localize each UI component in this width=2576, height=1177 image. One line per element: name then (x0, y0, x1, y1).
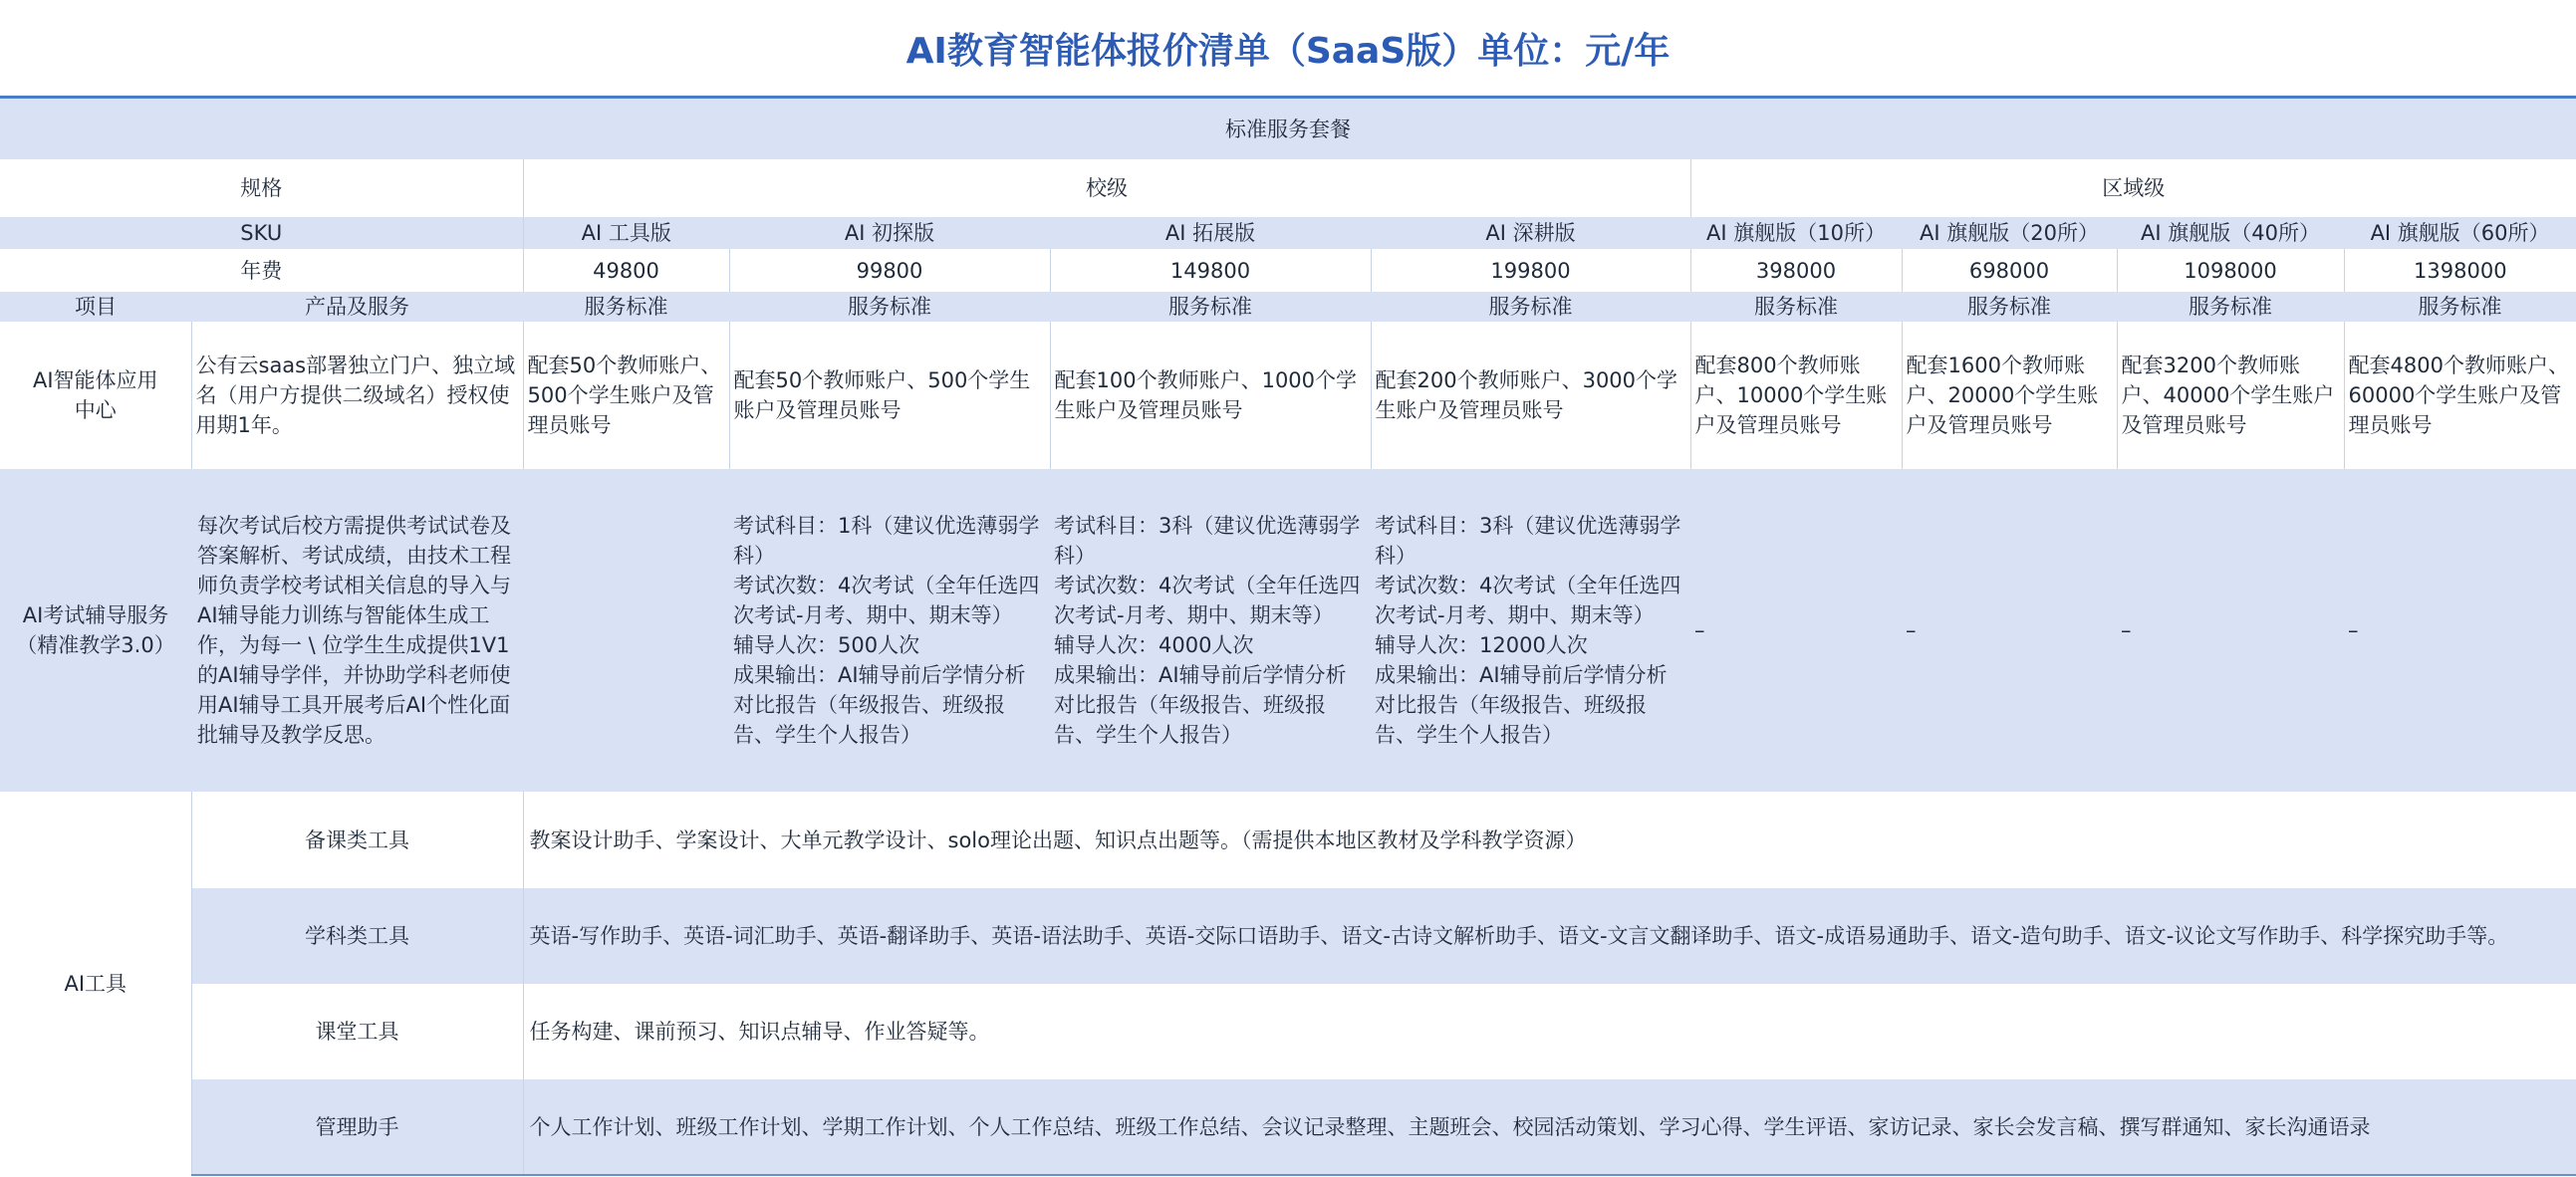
price-table (0, 99, 2576, 1176)
app-center-cell: 配套1600个教师账户、20000个学生账户及管理员账号 (1902, 322, 2117, 469)
app-center-row (0, 322, 2576, 469)
section-header-row (0, 99, 2576, 159)
standard-header: 服务标准 (1371, 292, 1690, 322)
sku-row (0, 217, 2576, 249)
sku-cell: AI 旗舰版（40所） (2117, 217, 2344, 249)
tool-desc: 英语-写作助手、英语-词汇助手、英语-翻译助手、英语-语法助手、英语-交际口语助手、语文-古诗文解析助手、语文-文言文翻译助手、语文-成语易通助手、语文-造句助手、语文-议论文写作助手、科学探究助手等。 (523, 888, 2576, 984)
sku-cell: AI 深耕版 (1371, 217, 1690, 249)
exam-service-cell: 考试科目：3科（建议优选薄弱学科） 考试次数：4次考试（全年任选四次考试-月考、期中、期末等） 辅导人次：12000人次 成果输出：AI辅导前后学情分析对比报告（年级报告、班级报告、学生个人报告） (1371, 469, 1690, 792)
product-header: 产品及服务 (191, 292, 523, 322)
standard-header: 服务标准 (2117, 292, 2344, 322)
app-center-project: AI智能体应用中心 (0, 322, 191, 469)
column-header-row (0, 292, 2576, 322)
fee-cell: 398000 (1690, 249, 1902, 292)
tool-name: 课堂工具 (191, 984, 523, 1079)
spec-label: 规格 (0, 159, 523, 217)
app-center-desc: 公有云saas部署独立门户、独立域名（用户方提供二级域名）授权使用期1年。 (191, 322, 523, 469)
standard-header: 服务标准 (1050, 292, 1371, 322)
app-center-cell: 配套4800个教师账户、60000个学生账户及管理员账号 (2344, 322, 2576, 469)
exam-service-cell: – (2344, 469, 2576, 792)
fee-cell: 99800 (729, 249, 1050, 292)
fee-label: 年费 (0, 249, 523, 292)
app-center-cell: 配套3200个教师账户、40000个学生账户及管理员账号 (2117, 322, 2344, 469)
sku-cell: AI 拓展版 (1050, 217, 1371, 249)
tool-name: 学科类工具 (191, 888, 523, 984)
standard-header: 服务标准 (523, 292, 729, 322)
tool-desc: 教案设计助手、学案设计、大单元教学设计、solo理论出题、知识点出题等。（需提供本地区教材及学科教学资源） (523, 792, 2576, 888)
tool-row (0, 888, 2576, 984)
sku-cell: AI 旗舰版（60所） (2344, 217, 2576, 249)
app-center-cell: 配套50个教师账户、500个学生账户及管理员账号 (523, 322, 729, 469)
tool-desc: 任务构建、课前预习、知识点辅导、作业答疑等。 (523, 984, 2576, 1079)
school-level: 校级 (523, 159, 1690, 217)
sku-cell: AI 工具版 (523, 217, 729, 249)
section-header: 标准服务套餐 (0, 99, 2576, 159)
sku-cell: AI 旗舰版（20所） (1902, 217, 2117, 249)
exam-service-cell: – (2117, 469, 2344, 792)
standard-header: 服务标准 (2344, 292, 2576, 322)
fee-row (0, 249, 2576, 292)
ai-tools-project: AI工具 (0, 792, 191, 1175)
project-header: 项目 (0, 292, 191, 322)
app-center-cell: 配套50个教师账户、500个学生账户及管理员账号 (729, 322, 1050, 469)
fee-cell: 49800 (523, 249, 729, 292)
tool-name: 管理助手 (191, 1079, 523, 1175)
tool-row (0, 792, 2576, 888)
sku-cell: AI 初探版 (729, 217, 1050, 249)
fee-cell: 199800 (1371, 249, 1690, 292)
fee-cell: 698000 (1902, 249, 2117, 292)
app-center-cell: 配套200个教师账户、3000个学生账户及管理员账号 (1371, 322, 1690, 469)
exam-service-cell: 考试科目：1科（建议优选薄弱学科） 考试次数：4次考试（全年任选四次考试-月考、期中、期末等） 辅导人次：500人次 成果输出：AI辅导前后学情分析对比报告（年级报告、班级报告、学生个人报告） (729, 469, 1050, 792)
spec-row (0, 159, 2576, 217)
tool-desc: 个人工作计划、班级工作计划、学期工作计划、个人工作总结、班级工作总结、会议记录整理、主题班会、校园活动策划、学习心得、学生评语、家访记录、家长会发言稿、撰写群通知、家长沟通语录 (523, 1079, 2576, 1175)
app-center-cell: 配套100个教师账户、1000个学生账户及管理员账号 (1050, 322, 1371, 469)
sku-label: SKU (0, 217, 523, 249)
fee-cell: 149800 (1050, 249, 1371, 292)
standard-header: 服务标准 (729, 292, 1050, 322)
fee-cell: 1398000 (2344, 249, 2576, 292)
fee-cell: 1098000 (2117, 249, 2344, 292)
page-title: AI教育智能体报价清单（SaaS版）单位：元/年 (0, 0, 2576, 99)
exam-service-project: AI考试辅导服务（精准教学3.0） (0, 469, 191, 792)
exam-service-cell: – (1690, 469, 1902, 792)
exam-service-cell: 考试科目：3科（建议优选薄弱学科） 考试次数：4次考试（全年任选四次考试-月考、期中、期末等） 辅导人次：4000人次 成果输出：AI辅导前后学情分析对比报告（年级报告、班级报告、学生个人报告） (1050, 469, 1371, 792)
exam-service-row (0, 469, 2576, 792)
exam-service-cell: – (1902, 469, 2117, 792)
standard-header: 服务标准 (1690, 292, 1902, 322)
standard-header: 服务标准 (1902, 292, 2117, 322)
tool-row (0, 1079, 2576, 1175)
tool-row (0, 984, 2576, 1079)
exam-service-cell (523, 469, 729, 792)
tool-name: 备课类工具 (191, 792, 523, 888)
app-center-cell: 配套800个教师账户、10000个学生账户及管理员账号 (1690, 322, 1902, 469)
region-level: 区域级 (1690, 159, 2576, 217)
exam-service-desc: 每次考试后校方需提供考试试卷及答案解析、考试成绩，由技术工程师负责学校考试相关信息的导入与AI辅导能力训练与智能体生成工作，为每一 \ 位学生生成提供1V1的AI辅导学伴，并协助学科老师使用AI辅导工具开展考后AI个性化面批辅导及教学反思。 (191, 469, 523, 792)
sku-cell: AI 旗舰版（10所） (1690, 217, 1902, 249)
